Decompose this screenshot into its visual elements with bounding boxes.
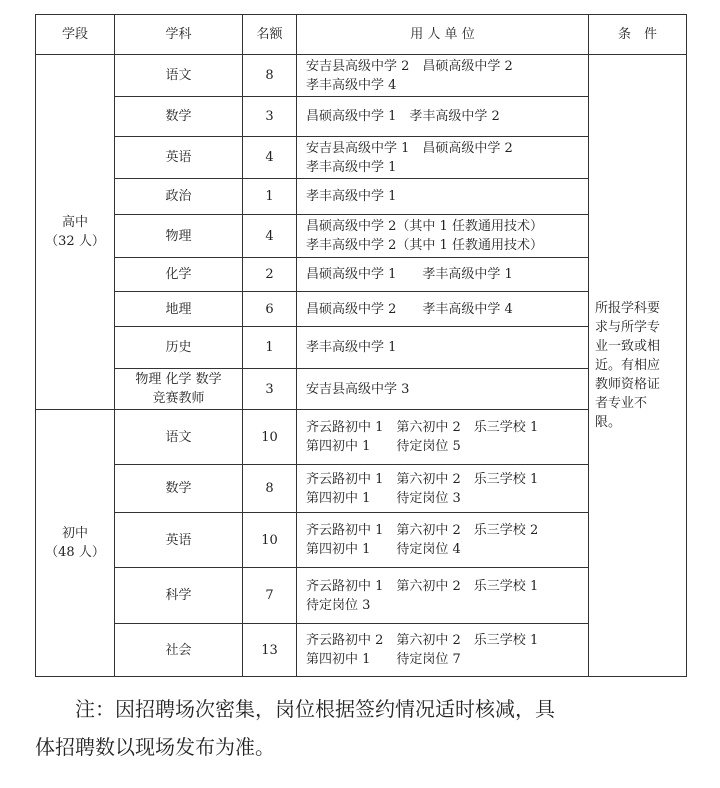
units-line: 孝丰高级中学 2（其中 1 任教通用技术） xyxy=(306,238,543,253)
subject-cell: 社会 xyxy=(115,624,243,677)
header-subject: 学科 xyxy=(115,15,243,55)
header-stage: 学段 xyxy=(36,15,115,55)
units-cell xyxy=(297,369,589,410)
units-line: 安吉县高级中学 2 昌硕高级中学 2 xyxy=(306,58,513,74)
quota-cell: 10 xyxy=(243,513,297,568)
quota-cell: 4 xyxy=(243,137,297,179)
quota-cell: 2 xyxy=(243,258,297,292)
units-line: 齐云路初中 1 第六初中 2 乐三学校 1 xyxy=(306,578,539,594)
subject-cell: 英语 xyxy=(115,513,243,568)
units-line: 齐云路初中 1 第六初中 2 乐三学校 1 xyxy=(306,471,539,487)
quota-cell: 6 xyxy=(243,292,297,327)
table-row xyxy=(36,55,687,97)
units-cell xyxy=(297,568,589,624)
units-line: 昌硕高级中学 2（其中 1 任教通用技术） xyxy=(306,219,543,234)
units-line: 齐云路初中 1 第六初中 2 乐三学校 2 xyxy=(306,523,539,538)
units-cell xyxy=(297,292,589,327)
units-line: 齐云路初中 2 第六初中 2 乐三学校 1 xyxy=(306,633,539,648)
header-conditions: 条 件 xyxy=(589,15,687,55)
stage-total: （32 人） xyxy=(45,234,105,249)
units-cell xyxy=(297,258,589,292)
stage-total: （48 人） xyxy=(45,545,105,560)
units-cell xyxy=(297,179,589,215)
subject-cell: 历史 xyxy=(115,327,243,369)
units-line: 昌硕高级中学 2 孝丰高级中学 4 xyxy=(306,301,513,317)
units-line: 第四初中 1 待定岗位 3 xyxy=(306,490,461,506)
units-cell xyxy=(297,215,589,258)
units-line: 昌硕高级中学 1 孝丰高级中学 1 xyxy=(306,267,513,282)
units-line: 第四初中 1 待定岗位 7 xyxy=(306,652,461,667)
conditions-line: 业一致或相 xyxy=(595,339,661,354)
units-line: 待定岗位 3 xyxy=(306,597,371,613)
units-cell xyxy=(297,624,589,677)
subject-cell: 化学 xyxy=(115,258,243,292)
units-line: 第四初中 1 待定岗位 5 xyxy=(306,439,461,454)
units-line: 安吉县高级中学 3 xyxy=(306,381,410,397)
quota-cell: 1 xyxy=(243,179,297,215)
subject-cell: 政治 xyxy=(115,179,243,215)
units-cell xyxy=(297,97,589,137)
units-line: 昌硕高级中学 1 孝丰高级中学 2 xyxy=(306,109,500,124)
units-cell xyxy=(297,410,589,465)
subject-cell: 地理 xyxy=(115,292,243,327)
stage-name: 高中 xyxy=(61,215,88,230)
conditions-line: 者专业不 xyxy=(595,396,648,411)
units-line: 齐云路初中 1 第六初中 2 乐三学校 1 xyxy=(306,420,539,435)
subject-cell: 数学 xyxy=(115,465,243,513)
quota-cell: 8 xyxy=(243,55,297,97)
footnote-line: 体招聘数以现场发布为准。 xyxy=(35,735,275,759)
units-cell xyxy=(297,513,589,568)
quota-cell: 4 xyxy=(243,215,297,258)
units-cell xyxy=(297,465,589,513)
header-row xyxy=(36,15,687,55)
quota-cell: 10 xyxy=(243,410,297,465)
stage-cell-middle xyxy=(36,410,115,677)
subject-cell: 语文 xyxy=(115,410,243,465)
conditions-line: 近。有相应 xyxy=(595,358,661,373)
units-line: 第四初中 1 待定岗位 4 xyxy=(306,542,461,557)
units-line: 孝丰高级中学 1 xyxy=(306,340,397,355)
recruitment-table xyxy=(35,14,687,677)
conditions-line: 教师资格证 xyxy=(595,377,661,392)
quota-cell: 1 xyxy=(243,327,297,369)
subject-line: 竞赛教师 xyxy=(152,391,205,406)
quota-cell: 8 xyxy=(243,465,297,513)
units-cell xyxy=(297,327,589,369)
units-line: 安吉县高级中学 1 昌硕高级中学 2 xyxy=(306,140,513,156)
stage-name: 初中 xyxy=(61,526,88,541)
subject-cell: 科学 xyxy=(115,568,243,624)
quota-cell: 3 xyxy=(243,369,297,410)
conditions-line: 所报学科要 xyxy=(595,301,661,316)
header-units: 用 人 单 位 xyxy=(297,15,589,55)
footnote xyxy=(35,690,690,766)
quota-cell: 13 xyxy=(243,624,297,677)
units-line: 孝丰高级中学 4 xyxy=(306,77,397,93)
subject-cell: 物理 xyxy=(115,215,243,258)
subject-cell: 语文 xyxy=(115,55,243,97)
units-line: 孝丰高级中学 1 xyxy=(306,189,397,204)
quota-cell: 3 xyxy=(243,97,297,137)
conditions-line: 求与所学专 xyxy=(595,320,661,335)
subject-cell: 英语 xyxy=(115,137,243,179)
units-cell xyxy=(297,137,589,179)
subject-cell xyxy=(115,369,243,410)
header-quota: 名额 xyxy=(243,15,297,55)
units-cell xyxy=(297,55,589,97)
conditions-line: 限。 xyxy=(595,415,622,430)
footnote-line: 注：因招聘场次密集，岗位根据签约情况适时核减，具 xyxy=(75,697,555,721)
units-line: 孝丰高级中学 1 xyxy=(306,159,397,175)
conditions-cell xyxy=(589,55,687,677)
stage-cell-high xyxy=(36,55,115,410)
quota-cell: 7 xyxy=(243,568,297,624)
subject-line: 物理 化学 数学 xyxy=(135,372,222,387)
subject-cell: 数学 xyxy=(115,97,243,137)
